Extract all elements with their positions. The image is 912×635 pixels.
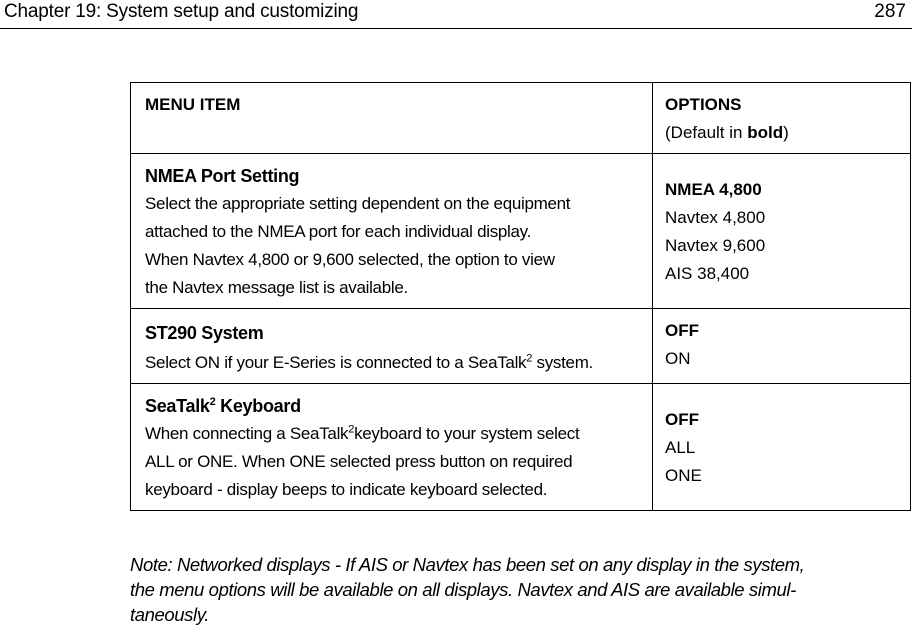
subheader-suffix: ) bbox=[783, 123, 789, 142]
subheader-prefix: (Default in bbox=[665, 123, 748, 142]
spacer bbox=[665, 162, 900, 176]
table-row bbox=[131, 309, 911, 384]
menu-item-desc: attached to the NMEA port for each individual display. bbox=[145, 222, 532, 241]
menu-item-desc bbox=[145, 420, 642, 448]
desc-text: keyboard to your system select bbox=[354, 424, 580, 443]
note-line: taneously. bbox=[130, 604, 209, 625]
menu-item-header-cell bbox=[131, 83, 653, 154]
menu-item-cell bbox=[131, 309, 653, 384]
menu-item-desc: keyboard - display beeps to indicate keyboard selected. bbox=[145, 480, 548, 499]
menu-item-desc bbox=[145, 349, 642, 377]
subheader-bold: bold bbox=[747, 123, 784, 142]
chapter-title: Chapter 19: System setup and customizing bbox=[4, 1, 359, 22]
menu-item-cell bbox=[131, 384, 653, 511]
page-header bbox=[0, 0, 912, 29]
menu-item-desc: Select the appropriate setting dependent on the equipment bbox=[145, 194, 571, 213]
option: ONE bbox=[665, 466, 702, 485]
option: AIS 38,400 bbox=[665, 264, 750, 283]
menu-item-header: MENU ITEM bbox=[145, 95, 241, 114]
table-row bbox=[131, 154, 911, 309]
menu-item-title: ST290 System bbox=[145, 323, 264, 343]
note-line: the menu options will be available on all displays. Navtex and AIS are available simul- bbox=[130, 579, 796, 600]
note-line: Note: Networked displays - If AIS or Navtex has been set on any display in the system, bbox=[130, 554, 805, 575]
options-header: OPTIONS bbox=[665, 95, 742, 114]
options-header-cell bbox=[653, 83, 911, 154]
desc-text: When connecting a SeaTalk bbox=[145, 424, 349, 443]
desc-text: system. bbox=[532, 353, 593, 372]
superscript: 2 bbox=[526, 352, 533, 365]
menu-item-desc: When Navtex 4,800 or 9,600 selected, the option to view bbox=[145, 250, 555, 269]
menu-item-cell bbox=[131, 154, 653, 309]
table-header-row bbox=[131, 83, 911, 154]
option: Navtex 4,800 bbox=[665, 208, 766, 227]
page-number: 287 bbox=[874, 1, 906, 22]
superscript: 2 bbox=[209, 396, 216, 408]
spacer bbox=[665, 392, 900, 406]
options-subheader bbox=[665, 119, 900, 147]
title-text: Keyboard bbox=[215, 396, 301, 416]
desc-text: Select ON if your E-Series is connected to a SeaTalk bbox=[145, 353, 527, 372]
default-option: OFF bbox=[665, 410, 699, 429]
options-cell bbox=[653, 154, 911, 309]
superscript: 2 bbox=[348, 423, 355, 436]
menu-item-title bbox=[145, 392, 642, 420]
menu-item-title: NMEA Port Setting bbox=[145, 166, 300, 186]
menu-options-table bbox=[130, 82, 911, 511]
menu-item-desc: the Navtex message list is available. bbox=[145, 278, 408, 297]
title-text: SeaTalk bbox=[145, 396, 210, 416]
option: ALL bbox=[665, 438, 696, 457]
options-cell bbox=[653, 309, 911, 384]
default-option: OFF bbox=[665, 321, 699, 340]
options-cell bbox=[653, 384, 911, 511]
menu-item-desc: ALL or ONE. When ONE selected press button on required bbox=[145, 452, 573, 471]
note-paragraph bbox=[130, 552, 910, 627]
option: ON bbox=[665, 349, 691, 368]
table-row bbox=[131, 384, 911, 511]
option: Navtex 9,600 bbox=[665, 236, 766, 255]
default-option: NMEA 4,800 bbox=[665, 180, 762, 199]
